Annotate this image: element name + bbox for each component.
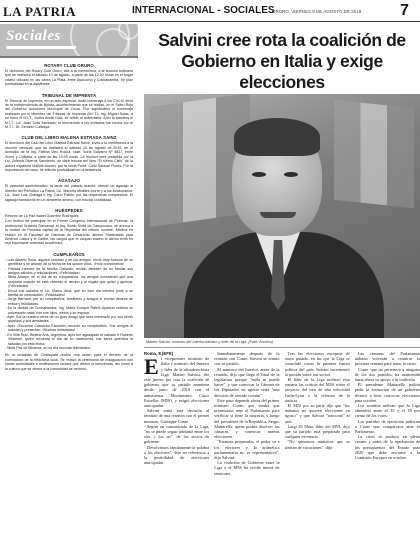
article-paragraph: La crisis se produce en pleno verano y antes de la aprobación de los presupuestos del Estado para 2020 que debe enviarse a la Comisión Europea en octubre. bbox=[354, 434, 420, 461]
list-item: - Ayer, fue la nuestra cerca de un gran amigo que será celebrado por sus seres queridos y sus amistades. bbox=[5, 315, 133, 324]
section-paragraph: El directorio del Club del Libro Malena Estrada Sainz, invita a la membresía a la reunión mensual, que se realizará el sábado 10 de agosto de 2019, en el domicilio de la Ing. Fátima Vino Rocha, calle: Soria Galvarro Nº 4837, entre Sucre y Chiltasa, a partir de las 15:00 horas. La reunión será presidida por la Lic. Zulema Riveros Sarmiento, se dará lectura del libro "El último Cielo" de la autora española Matilde Asensi, por la socia Profa. Cielo Salazar Flores. Por la importancia del caso, se solicita puntualidad en la asistencia. bbox=[5, 141, 133, 172]
section-heading: HUÉSPEDES bbox=[55, 207, 83, 213]
article-paragraph: Tras las elecciones europeas de mayo pasado, en las que la Liga se consolidó como la primera fuerza política del país, Salvini incrementó la presión sobre sus socios. bbox=[284, 351, 350, 377]
section-paragraph: El Tribunal de Imprenta, en un acto especial, rindió homenaje a los CXCIV años de la Independencia de Bolivia, acontecimiento que se realizó, en el Salón Rojo del Gobierno Autónomo Municipal de Oruro. Fue significativo el homenaje realizado por el Miembro del Tribunal de Imprenta (M.I.T.), Ing. Miguel Salas, a su turno el M.I.T., Juribu Abdel Dick, se refirió al aniversario. Amo la bandera el M.I.T., Lic. Juan Soliz Mercado; la bienvenida a los invitados fue hecha por el M.T.I., Dr. Zenobio Calisaya. bbox=[5, 98, 133, 130]
banner-swoosh bbox=[6, 46, 76, 49]
article-paragraph: El vicepremier ministro de Italia y ministro del Interior y líder de la ultraderechista Liga, Matteo Salvini, dio este jueves por rota la coalición de gobierno que su partido mantiene desde junio de 2018 con el antisistema Movimiento Cinco Estrellas (M5S), y exigió elecciones anticipadas. bbox=[144, 354, 210, 409]
page-number: 7 bbox=[400, 2, 409, 19]
article-paragraph: Devolvamos rápidamente la palabra a los electores", dijo en referencia a la posibilidad de elecciones anticipadas. bbox=[144, 444, 210, 466]
birthday-list bbox=[5, 258, 133, 351]
newspaper-name: LA PATRIA bbox=[3, 4, 76, 19]
article-paragraph: Este paso depende ahora del primer ministro Conte, que tendrá que presentarse ante el Parlamento para verificar si tiene la mayoría, y luego del presidente de la República, Sergio Mattarella, quien podría disolver las cámaras y convocar nuevas elecciones. bbox=[214, 397, 280, 440]
article-paragraph: Según un comunicado de la Liga, "no se puede seguir adelante entre los síes y los no", de los socios de gobierno. bbox=[144, 423, 210, 445]
sociales-title: Sociales bbox=[6, 28, 61, 44]
article-dateline: Roma, 8 (EFE) bbox=[144, 351, 174, 356]
sociales-column bbox=[0, 24, 138, 546]
section-paragraph: El personal administrativo, la tarde del pasado martes, ofreció un agasajo al director del Periódico La Patria, Lic. Marcelo Miralles Iporre y a los funcionarios: Lic. José Luis Chalaga e Ing. Carol Patiño, por las respectivas compleaños. El agasajo transcurrió en un ambiente ameno, con mucha cordialidad. bbox=[5, 184, 133, 202]
article-body bbox=[144, 348, 420, 544]
article-column bbox=[285, 351, 350, 544]
list-item: - Ayer, Giovanna Camacho Escudero recordó su cumpleaños. Sus amigos le saludan y presentan. ¡Muchas felicidades! bbox=[5, 324, 133, 333]
section-heading: ROTARY CLUB ORURO bbox=[44, 63, 94, 68]
article-column bbox=[355, 351, 420, 544]
article-paragraph: Inmediatamente después de la reunión con Conte, Salvini se reunió con su partido. bbox=[214, 351, 280, 367]
issue-date: ORURO, VIERNES 9 DE AGOSTO DE 2019 bbox=[272, 9, 362, 14]
article-paragraph: "No queremos ministros que se sientan de vacaciones", dijo. bbox=[284, 439, 350, 450]
sociales-section bbox=[0, 173, 138, 202]
section-paragraph: En la localidad de Challapata recibió una orden para el decreto de la nominación de la biblioteca local. Se realizó la ceremonia de inauguración con varias autoridades e instituciones locales que dieron la bienvenida, así como a la cultura que se ofrece a la comunidad de vecinos. bbox=[5, 353, 133, 371]
article-headline: Salvini cree rota la coalición de Gobierno en Italia y exige elecciones bbox=[158, 30, 406, 92]
section-paragraph: El directorio del Rotary Club Oruro, cita a la membresía, a la reunión ordinaria que se realizará el sábado 10 de agosto, a partir de las 12:30 horas en el hogar rotario ubicado en las calles La Plata, entre Ayacucho y Cochabamba. Se pide puntualidad en la asistencia. bbox=[5, 69, 133, 87]
list-item: - Patricia Herrera de la familia Gallardo, recibió también de su familia sus amigos saludos y felicitaciones. ¡Felicidades! bbox=[5, 267, 133, 276]
section-heading: TRIBUNAL DE IMPRENTA bbox=[41, 92, 97, 98]
italian-flag-shape bbox=[334, 100, 414, 208]
section-heading: CUMPLEAÑOS bbox=[53, 251, 85, 257]
section-heading: CLUB DEL LIBRO MALENA ESTRADA SAINZ bbox=[21, 135, 117, 141]
article-paragraph: El M5S por su parte dijo que "los italianos no quieren elecciones en agosto" y que Salvini "traicionó" al país. bbox=[284, 403, 350, 424]
article-paragraph: El líder de la Liga rechazó esta semana las críticas del M5S sobre el proyecto del tren de alta velocidad Turín-Lyon y la reforma de la justicia. bbox=[284, 377, 350, 403]
list-item: - Jorge Bernard, por su cumpleaños, familiares y amigos le envían deseos de éxitos y felicidades. bbox=[5, 297, 133, 306]
sociales-banner bbox=[0, 24, 138, 58]
list-item: - Mirta Paz de Miranda, en su día muchas felicidades. bbox=[5, 346, 133, 350]
sociales-sections bbox=[0, 58, 138, 371]
sociales-section bbox=[0, 130, 138, 172]
sociales-section bbox=[0, 247, 138, 351]
section-heading: AGASAJO bbox=[58, 178, 80, 184]
article-paragraph: "Estamos preparados, el poder va a los electores y la aritmética parlamentaria no es representativa", dijo Salvini. bbox=[214, 439, 280, 461]
article-paragraph: Salvini tomó esta decisión al término de una reunión con el primer ministro, Giuseppe Conte. bbox=[144, 408, 210, 424]
sociales-section bbox=[0, 350, 138, 371]
article-paragraph: La coalición de Gobierno entre la Liga y el M5S ha vivido meses de tensiones. bbox=[214, 460, 280, 476]
article-paragraph: Los partidos de oposición pidieron a Conte que comparezca ante el Parlamento. bbox=[354, 418, 420, 435]
list-item: - Luis Alberto Sosa, alguien cercano y de los amigos, envió muy buenos de su gentileza y se añoran de la fecha de los quince años. ¡Feliz cumpleaños! bbox=[5, 258, 133, 267]
article-paragraph: Las cámaras del Parlamento italiano volverán a reunirse la próxima semana para tratar la crisis. bbox=[354, 351, 420, 367]
article-paragraph: Los sondeos indican que la Liga obtendría entre el 35 y el 38 por ciento de los votos. bbox=[354, 403, 420, 419]
list-item: - Envía sus saludos el Lic. Marco Jirka, que en este día celebró junto a su familia su onomástico. ¡Felicidades! bbox=[5, 289, 133, 298]
sociales-section bbox=[0, 58, 138, 87]
list-item: - En la ciudad de Cochabamba, Ing. María Enrique Rafelli Aparicio celebra su aniversario natal, con sus hijos, nietos y su esposa. bbox=[5, 306, 133, 315]
sociales-section bbox=[0, 203, 138, 246]
page-header bbox=[0, 0, 420, 22]
main-article bbox=[144, 24, 420, 546]
article-paragraph: El ministro del Interior, antes de la reunión, dijo que llega el final de la legislatura porque "nada se puede hacer", y que convocar la Cámara de los Diputados en agosto sería "una decisión de sentido común". bbox=[214, 366, 280, 398]
article-paragraph: Luigi Di Maio, líder del M5S, dijo que su partido está preparado para cualquier escenario. bbox=[284, 423, 350, 440]
drop-cap: E bbox=[144, 354, 159, 380]
article-column bbox=[214, 351, 279, 544]
section-paragraph: Con motivo de participar en el Primer Congreso Internacional de Poemas, la profesional Graciela Sarmenal, el Arq. Bonio Sivila de Campuzano, se acerca a la ciudad de Panamá capital de la República del mismo nombre. Medina en realizó en la Facultad de Ciencias de Desarrollo Jimeno Sustentado para Américo Latina y el Caribe, los cargos que le ocupan mucho le dieron éxito en esa importante actividad académica. bbox=[5, 219, 133, 246]
section-paragraph: Retornó de La Paz Isabel Guerrero Rodríguez. bbox=[5, 213, 80, 218]
photo-caption: Matteo Salvini, ministro del Interior italiano y líder de la Liga. (Foto: Archivo) bbox=[144, 338, 420, 348]
article-paragraph: El presidente Mattarella podría pedir la formación de un gobierno técnico o bien convocar elecciones para octubre. bbox=[354, 382, 420, 403]
article-photo bbox=[144, 94, 420, 338]
list-item: - Nilda Amaya, en el día de su cumpleaños, los amigos consideran que una sorpresa cuando se está viviendo el tiempo y el regalo que quiso y aprecia. ¡Felicidades! bbox=[5, 275, 133, 288]
article-column bbox=[144, 351, 209, 544]
list-item: - En Villa Ruiz, Beatriz Ana, Argentina, ayer fue agasajado el sábado 9 Roberto Villarroel, quien recuerda el día de su nacimiento, sus seres queridos le saludan por esta fecha. bbox=[5, 333, 133, 346]
article-paragraph: Conte, que no pertenece a ninguno de los dos partidos, ha mantenido hasta ahora su apoyo a la coalición. bbox=[354, 366, 420, 383]
section-title: INTERNACIONAL - SOCIALES bbox=[132, 5, 275, 16]
sociales-section bbox=[0, 88, 138, 130]
